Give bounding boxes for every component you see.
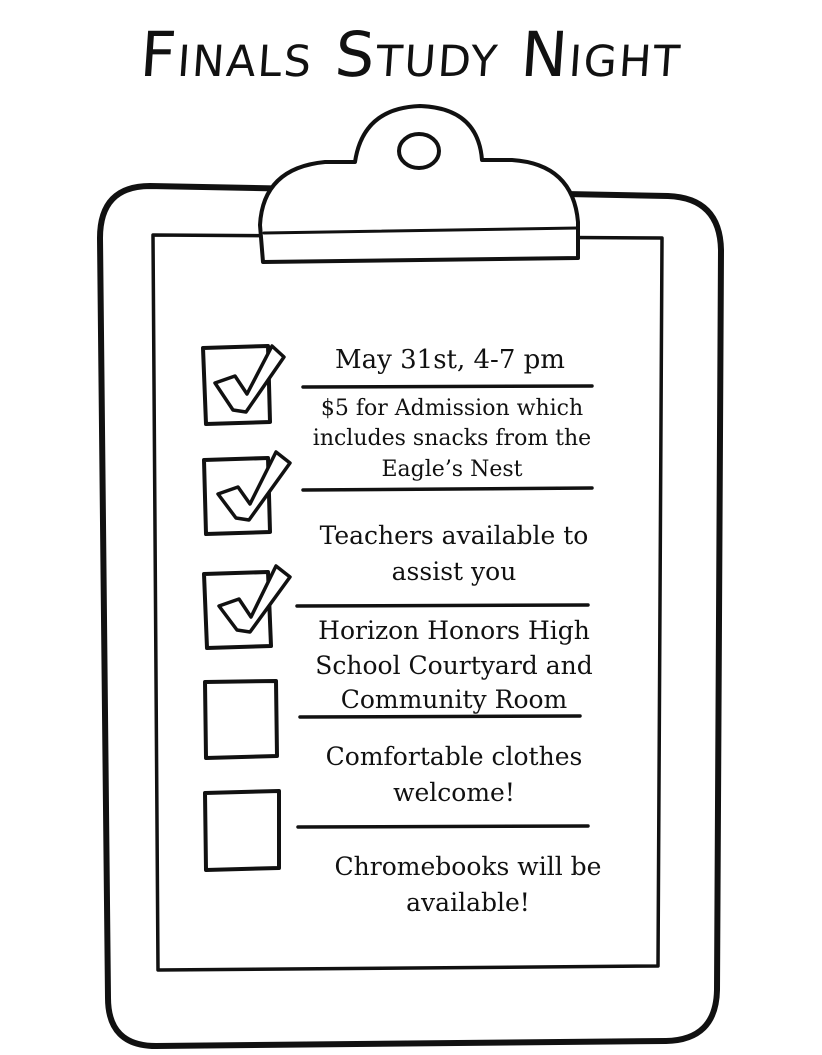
clipboard-clip xyxy=(260,106,578,262)
item-teachers: Teachers available to assist you xyxy=(319,521,589,586)
item-chromebooks: Chromebooks will be available! xyxy=(334,852,602,917)
page-title: Finals Study Night xyxy=(137,18,685,91)
divider-line xyxy=(297,605,588,606)
item-location: Horizon Honors High School Courtyard and Community Room xyxy=(315,616,593,714)
divider-line xyxy=(303,386,592,387)
divider-line xyxy=(298,826,588,827)
item-date: May 31st, 4-7 pm xyxy=(335,345,565,375)
item-clothes: Comfortable clothes welcome! xyxy=(325,742,583,807)
item-admission: $5 for Admission which includes snacks from the Eagle’s Nest xyxy=(312,396,592,482)
divider-line xyxy=(303,488,592,490)
